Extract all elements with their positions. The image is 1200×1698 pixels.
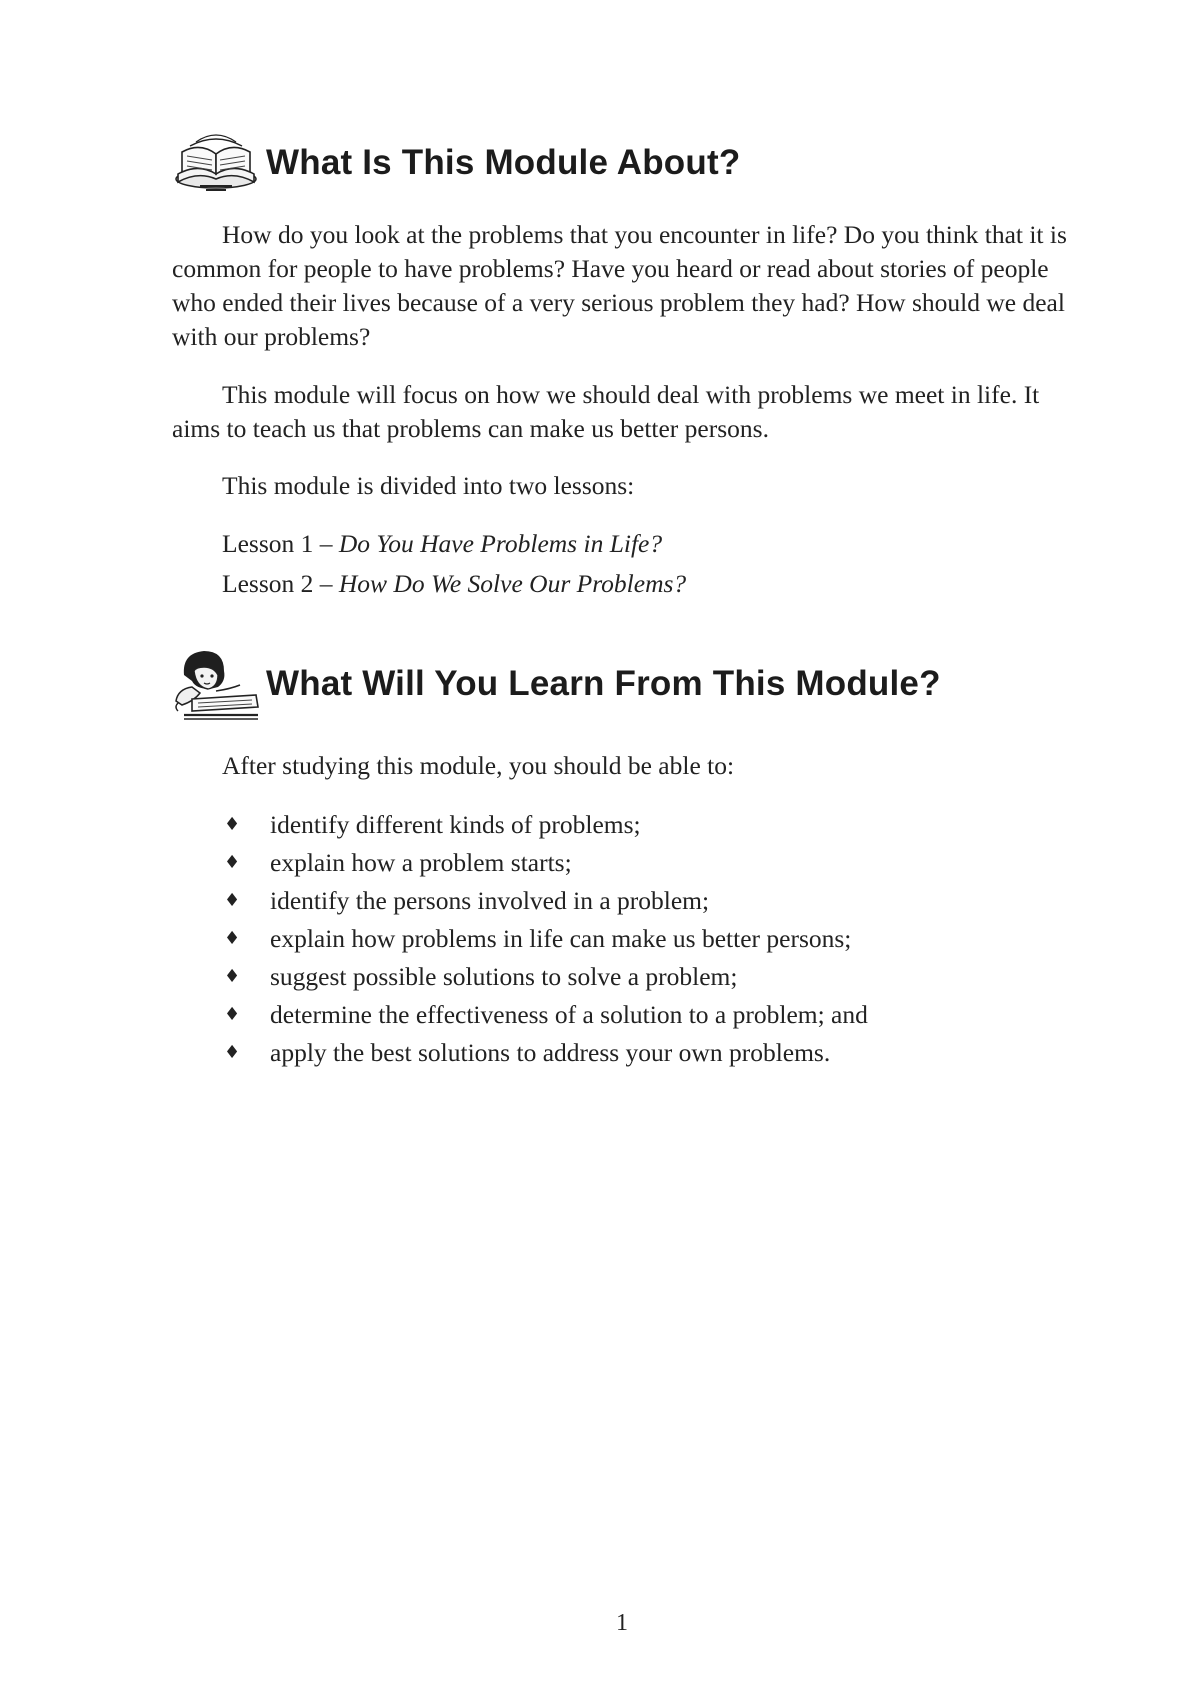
lesson-title: Do You Have Problems in Life? bbox=[338, 529, 663, 558]
diamond-bullet-icon: ♦ bbox=[224, 928, 241, 949]
paragraph: This module is divided into two lessons: bbox=[222, 471, 635, 500]
lesson-title: How Do We Solve Our Problems? bbox=[338, 569, 687, 598]
student-reading-icon bbox=[170, 645, 262, 723]
section-title: What Will You Learn From This Module? bbox=[266, 664, 941, 703]
diamond-bullet-icon: ♦ bbox=[224, 966, 241, 987]
diamond-bullet-icon: ♦ bbox=[224, 814, 241, 835]
section-heading-about bbox=[170, 124, 740, 202]
section-title: What Is This Module About? bbox=[266, 143, 741, 182]
section-heading-learn bbox=[170, 645, 941, 723]
lesson-item bbox=[222, 567, 686, 601]
list-item: ♦ explain how a problem starts; bbox=[222, 844, 868, 882]
lesson-label: Lesson 1 – bbox=[222, 529, 339, 558]
lesson-item bbox=[222, 527, 662, 561]
objectives-intro: After studying this module, you should be able to: bbox=[222, 751, 735, 780]
diamond-bullet-icon: ♦ bbox=[224, 852, 241, 873]
list-item: ♦ suggest possible solutions to solve a problem; bbox=[222, 958, 868, 996]
objectives-list bbox=[222, 806, 868, 1072]
list-item: ♦ determine the effectiveness of a solution to a problem; and bbox=[222, 996, 868, 1034]
list-item: ♦ apply the best solutions to address your own problems. bbox=[222, 1034, 868, 1072]
lesson-label: Lesson 2 – bbox=[222, 569, 339, 598]
diamond-bullet-icon: ♦ bbox=[224, 890, 241, 911]
page-number: 1 bbox=[616, 1610, 628, 1636]
diamond-bullet-icon: ♦ bbox=[224, 1004, 241, 1025]
list-item: ♦ identify different kinds of problems; bbox=[222, 806, 868, 844]
list-item: ♦ identify the persons involved in a problem; bbox=[222, 882, 868, 920]
diamond-bullet-icon: ♦ bbox=[224, 1042, 241, 1063]
paragraph: How do you look at the problems that you encounter in life? Do you think that it is common for people to have problems? Have you heard or read about stories of people who ended their lives because of a very serious problem they had? How should we deal with our problems? bbox=[172, 220, 1067, 351]
book-icon bbox=[170, 124, 262, 202]
list-item: ♦ explain how problems in life can make us better persons; bbox=[222, 920, 868, 958]
paragraph: This module will focus on how we should deal with problems we meet in life. It aims to teach us that problems can make us better persons. bbox=[172, 380, 1040, 443]
